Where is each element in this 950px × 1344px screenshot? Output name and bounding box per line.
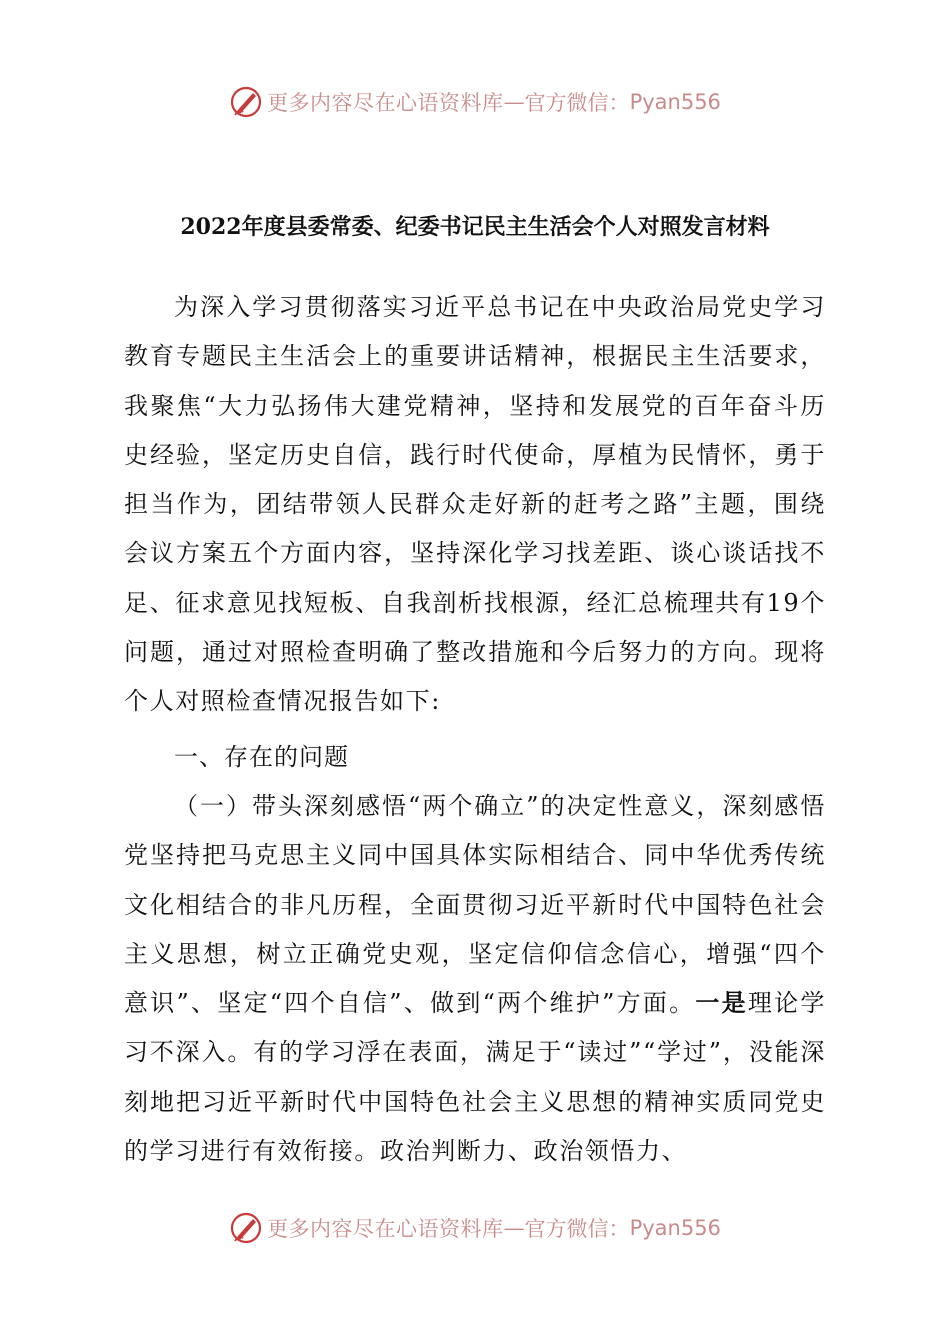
watermark-site-text: 更多内容尽在心语资料库	[267, 91, 504, 115]
intro-paragraph: 为深入学习贯彻落实习近平总书记在中央政治局党史学习教育专题民主生活会上的重要讲话精神，根据民主生活要求，我聚焦“大力弘扬伟大建党精神，坚持和发展党的百年奋斗历史经验，坚定历史自信，践行时代使命，厚植为民情怀，勇于担当作为，团结带领人民群众走好新的赶考之路”主题，围绕会议方案五个方面内容，坚持深化学习找差距、谈心谈话找不足、征求意见找短板、自我剖析找根源，经汇总梳理共有19个问题，通过对照检查明确了整改措施和今后努力的方向。现将个人对照检查情况报告如下:	[124, 293, 826, 716]
section-para-start: （一）带头深刻感悟“两个确立”的决定性意义，深刻感悟党坚持把马克思主义同中国具体实际相结合、同中华优秀传统文化相结合的非凡历程，全面贯彻习近平新时代中国特色社会主义思想，树立正确党史观，坚定信仰信念信心，增强“四个意识”、坚定“四个自信”、做到“两个维护”方面。	[124, 792, 826, 1018]
section-paragraph	[124, 782, 826, 1176]
document-title: 2022年度县委常委、纪委书记民主生活会个人对照发言材料	[180, 214, 770, 240]
watermark-official-label: 官方微信：	[524, 91, 630, 115]
pen-logo-icon	[229, 1211, 263, 1245]
watermark-wechat-id: Pyan556	[629, 90, 721, 114]
watermark-banner-bottom	[0, 1208, 950, 1248]
watermark-banner-top	[0, 82, 950, 122]
watermark-separator: —	[503, 1216, 525, 1240]
pen-logo-icon	[229, 85, 263, 119]
watermark-official-label: 官方微信：	[524, 1217, 630, 1241]
watermark-site-text: 更多内容尽在心语资料库	[267, 1217, 504, 1241]
bold-marker: 一是	[695, 989, 748, 1018]
section-heading: 一、存在的问题	[174, 743, 349, 771]
section-para-rest: 理论学习不深入。有的学习浮在表面，满足于“读过”“学过”，没能深刻地把习近平新时代中国特色社会主义思想的精神实质同党史的学习进行有效衔接。政治判断力、政治领悟力、	[124, 989, 827, 1166]
watermark-separator: —	[503, 90, 525, 114]
watermark-wechat-id: Pyan556	[629, 1216, 721, 1240]
